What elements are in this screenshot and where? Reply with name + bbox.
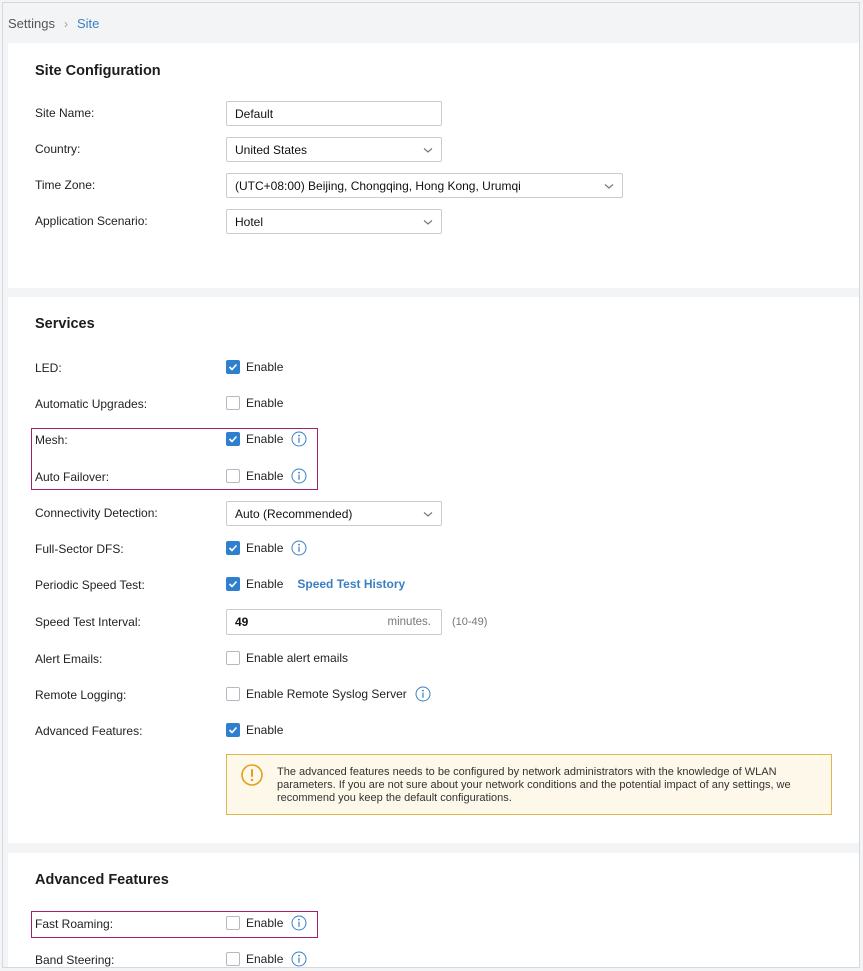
time-zone-value: (UTC+08:00) Beijing, Chongqing, Hong Kong, Urumqi [235,178,521,193]
band-steering-label: Band Steering: [35,953,115,967]
remote-logging-checkbox[interactable] [226,687,240,701]
site-configuration-panel [8,43,860,288]
chevron-down-icon [423,145,433,155]
advanced-features-panel [8,853,860,968]
checkmark-icon [228,362,238,372]
led-checkbox[interactable] [226,360,240,374]
auto-failover-label: Auto Failover: [35,470,110,484]
full-sector-dfs-enable-label: Enable [246,541,284,555]
full-sector-dfs-label: Full-Sector DFS: [35,542,124,556]
settings-window [2,2,860,968]
breadcrumb-site: Site [76,16,100,31]
fast-roaming-enable-label: Enable [246,916,284,930]
remote-logging-enable-label: Enable Remote Syslog Server [246,687,407,701]
connectivity-detection-select[interactable] [226,501,442,526]
periodic-speed-test-checkbox[interactable] [226,577,240,591]
periodic-speed-test-label: Periodic Speed Test: [35,578,145,592]
site-name-input[interactable]: Default [226,101,442,126]
time-zone-label: Time Zone: [35,178,96,192]
advanced-features-warning [226,754,832,815]
warning-text: The advanced features needs to be configured by network administrators with the knowledge of WLAN parameters. If you are not sure about your network conditions and the potential impact of any settings, we recommend you keep the default configurations. [277,766,791,804]
site-configuration-title: Site Configuration [35,63,161,79]
breadcrumb [8,16,99,31]
mesh-label: Mesh: [35,433,68,447]
application-scenario-value: Hotel [235,214,264,229]
speed-test-interval-input[interactable] [226,609,442,635]
band-steering-enable-label: Enable [246,952,284,966]
connectivity-detection-label: Connectivity Detection: [35,506,158,520]
remote-logging-label: Remote Logging: [35,688,127,702]
info-icon[interactable] [415,686,431,702]
application-scenario-select[interactable] [226,209,442,234]
chevron-down-icon [423,509,433,519]
led-enable-label: Enable [246,360,284,374]
band-steering-checkbox[interactable] [226,952,240,966]
speed-test-interval-unit: minutes. [387,616,431,628]
country-value: United States [235,142,308,157]
alert-emails-label: Alert Emails: [35,652,103,666]
fast-roaming-label: Fast Roaming: [35,917,114,931]
speed-test-history-link[interactable]: Speed Test History [297,577,406,591]
led-label: LED: [35,361,62,375]
automatic-upgrades-checkbox[interactable] [226,396,240,410]
advanced-features-enable-label: Enable [246,723,284,737]
speed-test-interval-range: (10-49) [452,616,488,628]
automatic-upgrades-enable-label: Enable [246,396,284,410]
fast-roaming-highlight [31,911,318,938]
connectivity-detection-value: Auto (Recommended) [235,506,353,521]
advanced-features-checkbox[interactable] [226,723,240,737]
alert-emails-checkbox[interactable] [226,651,240,665]
advanced-features-label: Advanced Features: [35,724,143,738]
application-scenario-label: Application Scenario: [35,214,148,228]
speed-test-interval-label: Speed Test Interval: [35,615,141,629]
time-zone-select[interactable] [226,173,623,198]
services-title: Services [35,316,95,332]
checkmark-icon [228,579,238,589]
info-icon[interactable] [291,540,307,556]
advanced-features-title: Advanced Features [35,872,169,888]
mesh-enable-label: Enable [246,432,284,446]
services-panel [8,297,860,843]
info-icon[interactable] [291,951,307,967]
automatic-upgrades-label: Automatic Upgrades: [35,397,148,411]
alert-emails-enable-label: Enable alert emails [246,651,349,665]
auto-failover-enable-label: Enable [246,469,284,483]
checkmark-icon [228,543,238,553]
full-sector-dfs-checkbox[interactable] [226,541,240,555]
warning-icon [241,764,263,786]
chevron-right-icon: › [63,16,68,31]
chevron-down-icon [604,181,614,191]
speed-test-interval-value: 49 [235,615,249,629]
mesh-failover-highlight [31,428,318,490]
breadcrumb-settings[interactable]: Settings [8,16,55,31]
periodic-speed-test-enable-label: Enable [246,577,284,591]
country-label: Country: [35,142,81,156]
chevron-down-icon [423,217,433,227]
country-select[interactable] [226,137,442,162]
site-name-label: Site Name: [35,106,95,120]
checkmark-icon [228,725,238,735]
